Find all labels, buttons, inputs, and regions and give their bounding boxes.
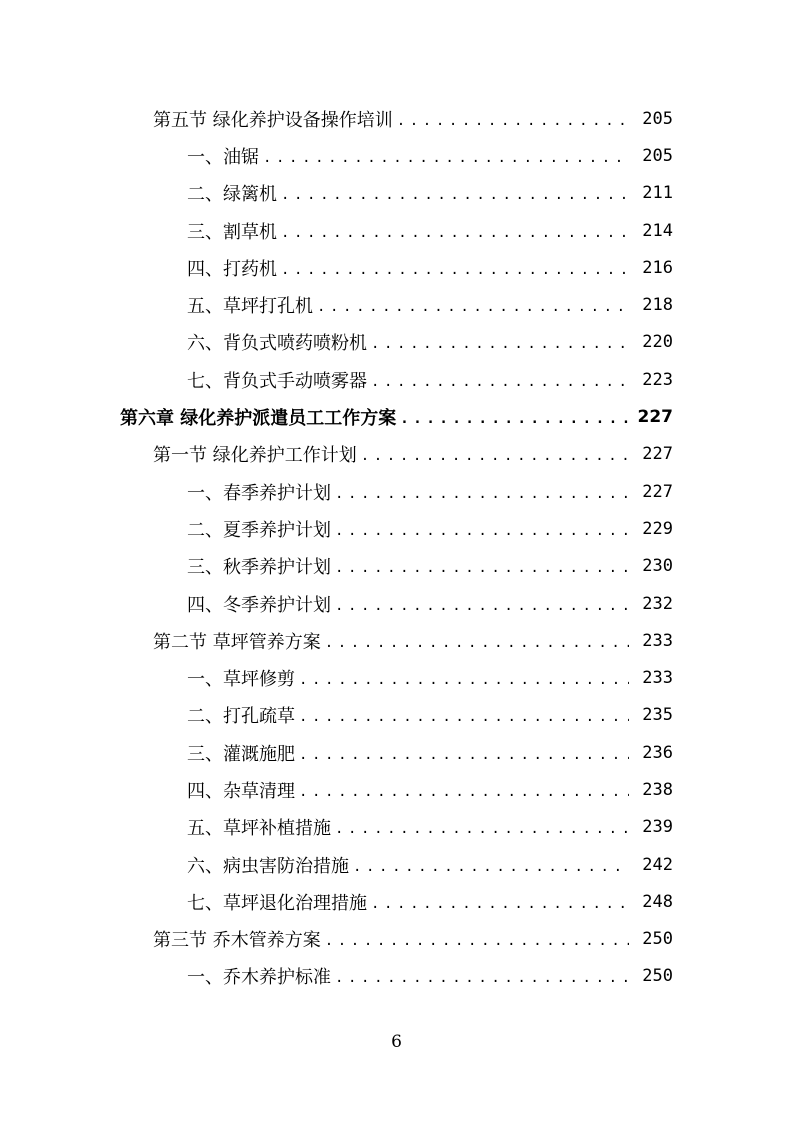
toc-dot-leader xyxy=(317,298,629,316)
toc-item-entry[interactable] xyxy=(0,958,673,995)
toc-entry-page: 218 xyxy=(642,295,673,316)
toc-item-entry[interactable] xyxy=(0,883,673,920)
toc-item-entry[interactable] xyxy=(0,510,673,547)
toc-entry-label: 二、绿篱机 xyxy=(187,184,277,206)
toc-item-entry[interactable] xyxy=(0,809,673,846)
toc-item-entry[interactable] xyxy=(0,361,673,398)
toc-entry-page: 211 xyxy=(642,183,673,204)
toc-entry-page: 227 xyxy=(637,407,673,428)
toc-entry-label: 七、草坪退化治理措施 xyxy=(187,892,367,914)
toc-entry-label: 六、背负式喷药喷粉机 xyxy=(187,333,367,355)
toc-item-entry[interactable] xyxy=(0,548,673,585)
toc-entry-page: 250 xyxy=(642,929,673,950)
toc-section-entry[interactable] xyxy=(0,622,673,659)
toc-chapter-entry[interactable] xyxy=(0,398,673,435)
toc-item-entry[interactable] xyxy=(0,585,673,622)
toc-item-entry[interactable] xyxy=(0,771,673,808)
toc-section-entry[interactable] xyxy=(0,921,673,958)
toc-entry-page: 239 xyxy=(642,817,673,838)
toc-entry-page: 227 xyxy=(642,481,673,502)
toc-entry-label: 第二节 草坪管养方案 xyxy=(153,631,321,653)
toc-dot-leader xyxy=(281,186,629,204)
toc-entry-label: 一、乔木养护标准 xyxy=(187,967,331,989)
toc-section-entry[interactable] xyxy=(0,100,673,137)
toc-entry-page: 248 xyxy=(642,891,673,912)
toc-item-entry[interactable] xyxy=(0,137,673,174)
toc-item-entry[interactable] xyxy=(0,249,673,286)
toc-dot-leader xyxy=(299,708,629,726)
toc-dot-leader xyxy=(325,634,629,652)
toc-dot-leader xyxy=(397,112,629,130)
toc-entry-label: 四、冬季养护计划 xyxy=(187,594,331,616)
toc-item-entry[interactable] xyxy=(0,324,673,361)
toc-entry-page: 242 xyxy=(642,854,673,875)
toc-entry-page: 205 xyxy=(642,108,673,129)
toc-dot-leader xyxy=(263,149,629,167)
toc-item-entry[interactable] xyxy=(0,175,673,212)
toc-dot-leader xyxy=(335,969,629,987)
toc-entry-page: 214 xyxy=(642,220,673,241)
toc-entry-page: 232 xyxy=(642,593,673,614)
toc-entry-page: 238 xyxy=(642,779,673,800)
toc-entry-page: 233 xyxy=(642,668,673,689)
toc-entry-label: 第一节 绿化养护工作计划 xyxy=(153,445,357,467)
toc-entry-page: 230 xyxy=(642,556,673,577)
toc-entry-page: 235 xyxy=(642,705,673,726)
toc-entry-label: 六、病虫害防治措施 xyxy=(187,855,349,877)
toc-item-entry[interactable] xyxy=(0,697,673,734)
toc-item-entry[interactable] xyxy=(0,734,673,771)
toc-entry-page: 216 xyxy=(642,257,673,278)
toc-entry-page: 227 xyxy=(642,444,673,465)
page-number: 6 xyxy=(391,1032,402,1052)
toc-dot-leader xyxy=(299,671,629,689)
toc-dot-leader xyxy=(335,559,629,577)
toc-dot-leader xyxy=(371,335,629,353)
toc-entry-label: 五、草坪补植措施 xyxy=(187,818,331,840)
toc-dot-leader xyxy=(371,373,629,391)
toc-dot-leader xyxy=(361,447,629,465)
toc-entry-label: 三、灌溉施肥 xyxy=(187,743,295,765)
toc-dot-leader xyxy=(281,224,629,242)
toc-entry-label: 五、草坪打孔机 xyxy=(187,296,313,318)
toc-dot-leader xyxy=(281,261,629,279)
toc-entry-label: 一、油锯 xyxy=(187,146,259,168)
toc-dot-leader xyxy=(325,932,629,950)
toc-entry-label: 一、草坪修剪 xyxy=(187,669,295,691)
toc-entry-label: 四、打药机 xyxy=(187,258,277,280)
table-of-contents xyxy=(0,100,793,995)
toc-item-entry[interactable] xyxy=(0,286,673,323)
toc-item-entry[interactable] xyxy=(0,846,673,883)
toc-section-entry[interactable] xyxy=(0,436,673,473)
toc-entry-label: 四、杂草清理 xyxy=(187,780,295,802)
toc-entry-label: 七、背负式手动喷雾器 xyxy=(187,370,367,392)
toc-item-entry[interactable] xyxy=(0,212,673,249)
toc-dot-leader xyxy=(353,858,629,876)
toc-entry-page: 250 xyxy=(642,966,673,987)
toc-entry-page: 220 xyxy=(642,332,673,353)
toc-entry-label: 第五节 绿化养护设备操作培训 xyxy=(153,109,393,131)
toc-dot-leader xyxy=(335,522,629,540)
toc-entry-page: 223 xyxy=(642,369,673,390)
toc-entry-label: 三、秋季养护计划 xyxy=(187,557,331,579)
toc-entry-page: 233 xyxy=(642,630,673,651)
toc-item-entry[interactable] xyxy=(0,473,673,510)
toc-entry-label: 第三节 乔木管养方案 xyxy=(153,930,321,952)
toc-dot-leader xyxy=(299,783,629,801)
toc-dot-leader xyxy=(400,410,629,428)
toc-dot-leader xyxy=(335,820,629,838)
toc-dot-leader xyxy=(335,597,629,615)
toc-entry-label: 二、打孔疏草 xyxy=(187,706,295,728)
toc-entry-page: 236 xyxy=(642,742,673,763)
toc-entry-page: 205 xyxy=(642,145,673,166)
toc-item-entry[interactable] xyxy=(0,659,673,696)
toc-entry-label: 三、割草机 xyxy=(187,221,277,243)
toc-entry-label: 一、春季养护计划 xyxy=(187,482,331,504)
toc-entry-page: 229 xyxy=(642,518,673,539)
toc-dot-leader xyxy=(299,746,629,764)
toc-entry-label: 二、夏季养护计划 xyxy=(187,519,331,541)
toc-dot-leader xyxy=(335,485,629,503)
toc-dot-leader xyxy=(371,895,629,913)
toc-entry-label: 第六章 绿化养护派遣员工工作方案 xyxy=(120,408,397,430)
